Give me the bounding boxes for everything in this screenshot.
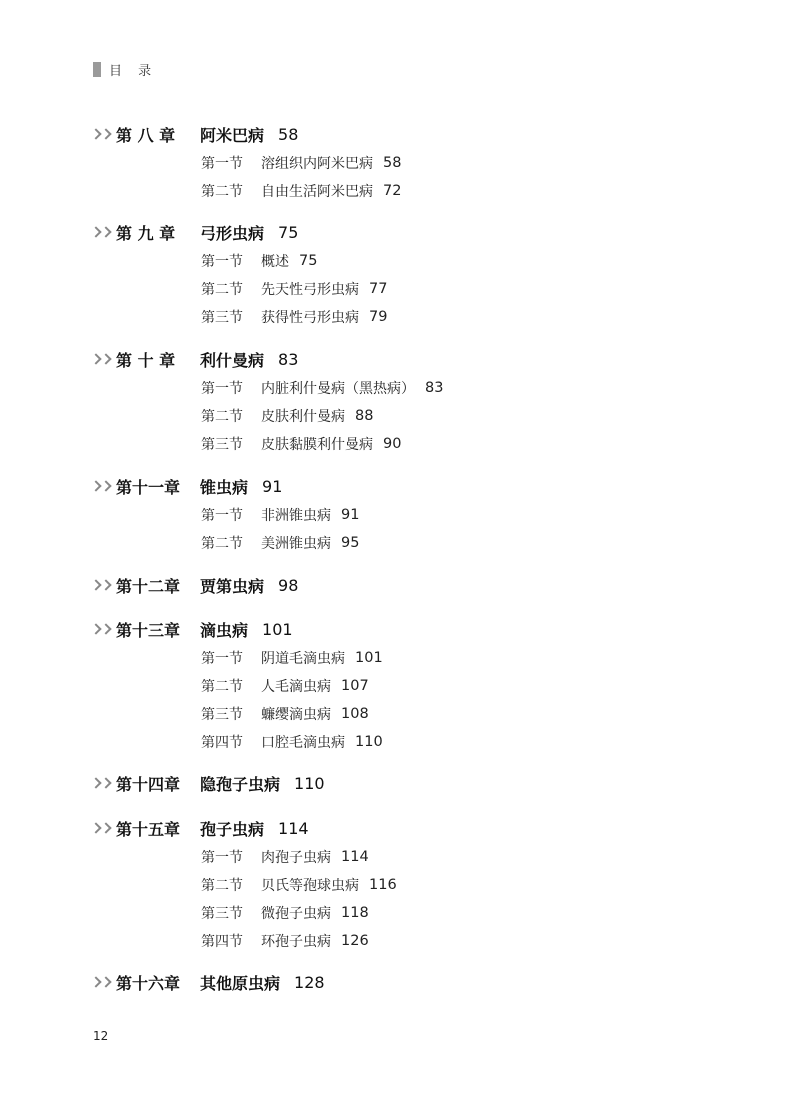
chevron-right-icon bbox=[92, 824, 112, 832]
chapter-label: 第十二章 bbox=[116, 576, 181, 596]
section-label: 第三节 bbox=[201, 906, 243, 922]
section-title: 肉孢子虫病 bbox=[261, 850, 331, 866]
section-title: 阴道毛滴虫病 bbox=[261, 651, 345, 667]
section-title: 口腔毛滴虫病 bbox=[261, 735, 345, 751]
section-entry[interactable] bbox=[201, 406, 373, 426]
chapter-entry[interactable] bbox=[92, 123, 298, 145]
section-page-number: 75 bbox=[299, 253, 318, 269]
chapter-label: 第 八 章 bbox=[116, 125, 176, 145]
chapter-entry[interactable] bbox=[92, 348, 298, 370]
section-page-number: 77 bbox=[369, 281, 388, 297]
section-label: 第一节 bbox=[201, 850, 243, 866]
section-label: 第一节 bbox=[201, 254, 243, 270]
section-title: 内脏利什曼病（黑热病） bbox=[261, 381, 415, 397]
section-entry[interactable] bbox=[201, 704, 369, 724]
section-page-number: 101 bbox=[355, 650, 383, 666]
chapter-label: 第十五章 bbox=[116, 819, 181, 839]
chevron-right-icon bbox=[92, 355, 112, 363]
chapter-entry[interactable] bbox=[92, 221, 298, 243]
section-entry[interactable] bbox=[201, 533, 359, 553]
section-entry[interactable] bbox=[201, 181, 401, 201]
chapter-label: 第十四章 bbox=[116, 774, 181, 794]
section-title: 美洲锥虫病 bbox=[261, 536, 331, 552]
section-label: 第二节 bbox=[201, 679, 243, 695]
chapter-page-number: 91 bbox=[262, 476, 283, 496]
section-entry[interactable] bbox=[201, 732, 383, 752]
section-entry[interactable] bbox=[201, 279, 387, 299]
section-label: 第三节 bbox=[201, 707, 243, 723]
section-page-number: 58 bbox=[383, 155, 402, 171]
section-title: 人毛滴虫病 bbox=[261, 679, 331, 695]
section-title: 非洲锥虫病 bbox=[261, 508, 331, 524]
section-page-number: 116 bbox=[369, 877, 397, 893]
section-entry[interactable] bbox=[201, 676, 369, 696]
chapter-title: 贾第虫病 bbox=[200, 576, 265, 596]
section-page-number: 95 bbox=[341, 535, 360, 551]
chapter-title: 孢子虫病 bbox=[200, 819, 265, 839]
chapter-page-number: 110 bbox=[294, 773, 325, 793]
chevron-right-icon bbox=[92, 581, 112, 589]
section-entry[interactable] bbox=[201, 875, 397, 895]
section-page-number: 126 bbox=[341, 933, 369, 949]
section-label: 第一节 bbox=[201, 381, 243, 397]
page-number: 12 bbox=[93, 1029, 109, 1043]
chapter-title: 其他原虫病 bbox=[200, 973, 281, 993]
chapter-entry[interactable] bbox=[92, 817, 309, 839]
chapter-entry[interactable] bbox=[92, 971, 325, 993]
section-label: 第二节 bbox=[201, 878, 243, 894]
chapter-title: 利什曼病 bbox=[200, 350, 265, 370]
section-entry[interactable] bbox=[201, 378, 443, 398]
chapter-entry[interactable] bbox=[92, 475, 282, 497]
chapter-title: 隐孢子虫病 bbox=[200, 774, 281, 794]
section-label: 第三节 bbox=[201, 437, 243, 453]
section-page-number: 91 bbox=[341, 507, 360, 523]
section-page-number: 88 bbox=[355, 408, 374, 424]
section-label: 第二节 bbox=[201, 409, 243, 425]
section-title: 溶组织内阿米巴病 bbox=[261, 156, 373, 172]
section-title: 自由生活阿米巴病 bbox=[261, 184, 373, 200]
section-label: 第四节 bbox=[201, 934, 243, 950]
chapter-title: 阿米巴病 bbox=[200, 125, 265, 145]
header-title: 目 录 bbox=[109, 63, 158, 79]
chapter-label: 第十一章 bbox=[116, 477, 181, 497]
chapter-page-number: 75 bbox=[278, 222, 299, 242]
section-title: 先天性弓形虫病 bbox=[261, 282, 359, 298]
chapter-title: 弓形虫病 bbox=[200, 223, 265, 243]
chapter-entry[interactable] bbox=[92, 574, 298, 596]
section-entry[interactable] bbox=[201, 847, 369, 867]
section-page-number: 90 bbox=[383, 436, 402, 452]
section-label: 第一节 bbox=[201, 508, 243, 524]
section-entry[interactable] bbox=[201, 153, 401, 173]
section-title: 皮肤利什曼病 bbox=[261, 409, 345, 425]
section-entry[interactable] bbox=[201, 434, 401, 454]
chevron-right-icon bbox=[92, 482, 112, 490]
chevron-right-icon bbox=[92, 779, 112, 787]
section-title: 贝氏等孢球虫病 bbox=[261, 878, 359, 894]
section-entry[interactable] bbox=[201, 505, 359, 525]
section-entry[interactable] bbox=[201, 931, 369, 951]
chapter-entry[interactable] bbox=[92, 618, 293, 640]
chapter-page-number: 98 bbox=[278, 575, 299, 595]
section-page-number: 108 bbox=[341, 706, 369, 722]
chevron-right-icon bbox=[92, 625, 112, 633]
section-label: 第三节 bbox=[201, 310, 243, 326]
chapter-entry[interactable] bbox=[92, 772, 325, 794]
chevron-right-icon bbox=[92, 130, 112, 138]
section-entry[interactable] bbox=[201, 903, 369, 923]
chapter-title: 锥虫病 bbox=[200, 477, 249, 497]
section-label: 第一节 bbox=[201, 156, 243, 172]
section-label: 第一节 bbox=[201, 651, 243, 667]
chapter-label: 第十三章 bbox=[116, 620, 181, 640]
section-page-number: 118 bbox=[341, 905, 369, 921]
section-label: 第二节 bbox=[201, 184, 243, 200]
section-entry[interactable] bbox=[201, 307, 387, 327]
section-page-number: 114 bbox=[341, 849, 369, 865]
chapter-label: 第 九 章 bbox=[116, 223, 176, 243]
chapter-label: 第 十 章 bbox=[116, 350, 176, 370]
section-page-number: 110 bbox=[355, 734, 383, 750]
section-title: 概述 bbox=[261, 254, 289, 270]
section-entry[interactable] bbox=[201, 648, 383, 668]
chapter-page-number: 128 bbox=[294, 972, 325, 992]
chapter-page-number: 83 bbox=[278, 349, 299, 369]
chapter-title: 滴虫病 bbox=[200, 620, 249, 640]
chevron-right-icon bbox=[92, 228, 112, 236]
section-label: 第二节 bbox=[201, 536, 243, 552]
chapter-page-number: 58 bbox=[278, 124, 299, 144]
section-title: 获得性弓形虫病 bbox=[261, 310, 359, 326]
chapter-page-number: 114 bbox=[278, 818, 309, 838]
section-page-number: 79 bbox=[369, 309, 388, 325]
section-page-number: 83 bbox=[425, 380, 444, 396]
section-label: 第二节 bbox=[201, 282, 243, 298]
chevron-right-icon bbox=[92, 978, 112, 986]
section-page-number: 72 bbox=[383, 183, 402, 199]
chapter-page-number: 101 bbox=[262, 619, 293, 639]
section-label: 第四节 bbox=[201, 735, 243, 751]
chapter-label: 第十六章 bbox=[116, 973, 181, 993]
section-title: 皮肤黏膜利什曼病 bbox=[261, 437, 373, 453]
section-title: 蠊缨滴虫病 bbox=[261, 707, 331, 723]
section-title: 微孢子虫病 bbox=[261, 906, 331, 922]
section-entry[interactable] bbox=[201, 251, 317, 271]
section-page-number: 107 bbox=[341, 678, 369, 694]
section-title: 环孢子虫病 bbox=[261, 934, 331, 950]
